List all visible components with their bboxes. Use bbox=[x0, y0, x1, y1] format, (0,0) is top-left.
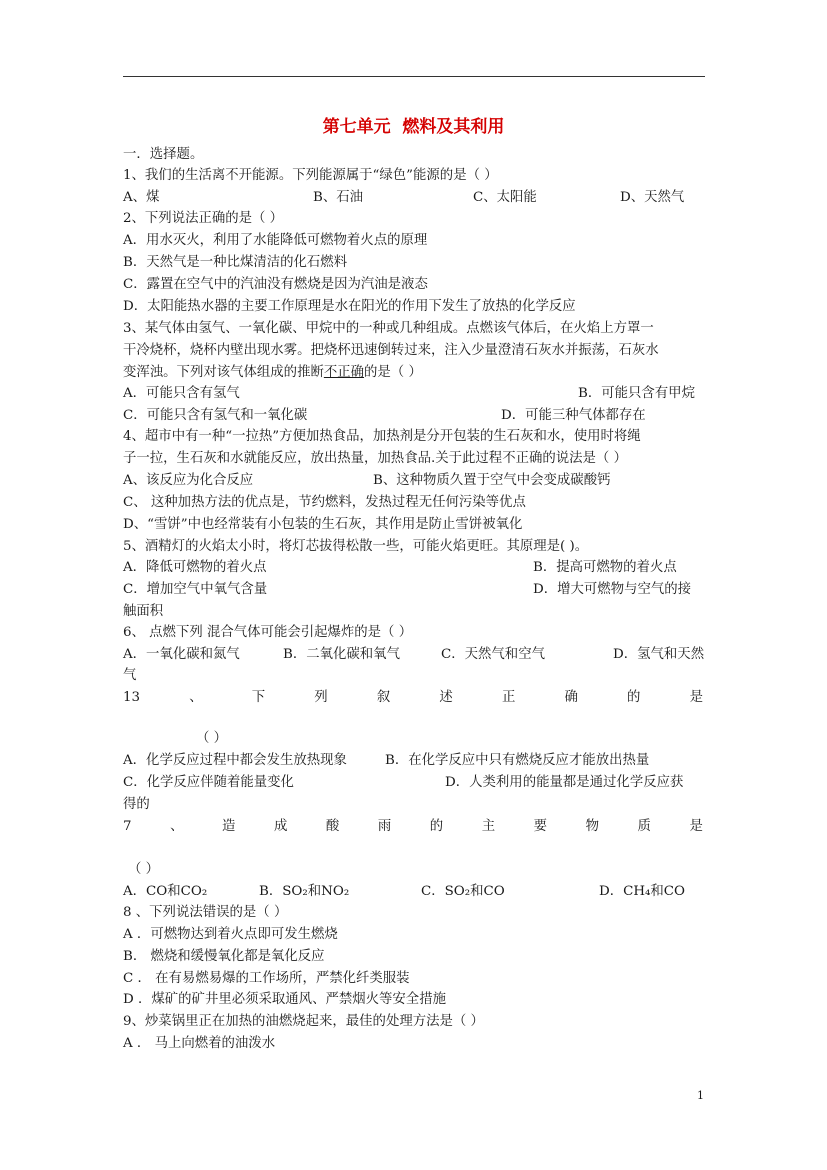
question-2-option-d: D．太阳能热水器的主要工作原理是水在阳光的作用下发生了放热的化学反应 bbox=[123, 299, 576, 314]
q7-char: 是 bbox=[689, 819, 703, 834]
q7-char: 的 bbox=[429, 819, 444, 834]
q13-char: 述 bbox=[439, 690, 453, 705]
q13-char: 、 bbox=[189, 690, 203, 705]
option-b: B．在化学反应中只有燃烧反应才能放出热量 bbox=[385, 753, 650, 768]
question-3-line-1: 3、某气体由氢气、一氧化碳、甲烷中的一种或几种组成。点燃该气体后，在火焰上方罩一 bbox=[123, 321, 654, 336]
option-d: D．增大可燃物与空气的接 bbox=[533, 582, 692, 597]
q3-text-b: 的是（ ） bbox=[364, 365, 422, 380]
option-a: A．化学反应过程中都会发生放热现象 bbox=[123, 753, 347, 768]
page-title: 第七单元 燃料及其利用 bbox=[322, 117, 505, 137]
option-a: A．可能只含有氢气 bbox=[123, 386, 240, 401]
option-d: D、天然气 bbox=[620, 190, 685, 205]
q3-underlined-text: 不正确 bbox=[323, 365, 365, 380]
option-a: A．降低可燃物的着火点 bbox=[123, 560, 267, 575]
q7-char: 要 bbox=[533, 819, 548, 834]
question-9-option-a: A ． 马上向燃着的油泼水 bbox=[123, 1036, 276, 1051]
option-a: A．一氧化碳和氮气 bbox=[123, 647, 240, 662]
option-d: D．CH₄和CO bbox=[599, 884, 686, 899]
option-c: C．增加空气中氧气含量 bbox=[123, 582, 268, 597]
q13-char: 确 bbox=[564, 690, 578, 705]
option-b: B、这种物质久置于空气中会变成碳酸钙 bbox=[373, 473, 611, 488]
question-2-option-a: A．用水灭火，利用了水能降低可燃物着火点的原理 bbox=[123, 233, 428, 248]
q7-char: 、 bbox=[170, 819, 184, 834]
question-5: 5、酒精灯的火焰太小时，将灯芯拔得松散一些，可能火焰更旺。其原理是( )。 bbox=[123, 539, 589, 554]
option-d: D．氢气和天然 bbox=[613, 647, 705, 662]
option-c: C．SO₂和CO bbox=[421, 884, 505, 899]
q7-char: 7 bbox=[123, 819, 132, 834]
option-a: A．CO和CO₂ bbox=[123, 884, 208, 899]
question-8-option-d: D ．煤矿的矿井里必须采取通风、严禁烟火等安全措施 bbox=[123, 992, 446, 1007]
question-9: 9、炒菜锅里正在加热的油燃烧起来，最佳的处理方法是（ ） bbox=[123, 1014, 484, 1029]
option-b: B．二氧化碳和氧气 bbox=[283, 647, 400, 662]
q13-char: 列 bbox=[314, 690, 328, 705]
option-b: B．提高可燃物的着火点 bbox=[533, 560, 677, 575]
option-a: A、煤 bbox=[123, 190, 160, 205]
question-2-option-c: C．露置在空气中的汽油没有燃烧是因为汽油是液态 bbox=[123, 277, 428, 292]
q13-char: 13 bbox=[123, 690, 141, 705]
q13-char: 的 bbox=[627, 690, 641, 705]
option-b: B、石油 bbox=[313, 190, 364, 205]
q13-char: 是 bbox=[689, 690, 703, 705]
option-c: C．可能只含有氢气和一氧化碳 bbox=[123, 408, 308, 423]
question-4-option-c: C、 这种加热方法的优点是，节约燃料，发热过程无任何污染等优点 bbox=[123, 495, 526, 510]
question-7 bbox=[123, 818, 703, 836]
option-d: D．人类利用的能量都是通过化学反应获 bbox=[445, 775, 684, 790]
q7-char: 成 bbox=[273, 819, 288, 834]
option-d: D．可能三种气体都存在 bbox=[501, 408, 646, 423]
q7-char: 主 bbox=[481, 819, 496, 834]
question-8-option-c: C ． 在有易燃易爆的工作场所，严禁化纤类服装 bbox=[123, 971, 410, 986]
question-2: 2、下列说法正确的是（ ） bbox=[123, 211, 284, 226]
q7-char: 酸 bbox=[325, 819, 340, 834]
q13-char: 正 bbox=[501, 690, 516, 705]
question-8-option-a: A ．可燃物达到着火点即可发生燃烧 bbox=[123, 927, 338, 942]
question-2-option-b: B．天然气是一种比煤清洁的化石燃料 bbox=[123, 255, 348, 270]
question-6-option-d-continued: 气 bbox=[123, 668, 137, 683]
question-4-line-1: 4、超市中有一种“一拉热”方便加热食品，加热剂是分开包装的生石灰和水，使用时将绳 bbox=[123, 429, 641, 444]
question-6: 6、 点燃下列 混合气体可能会引起爆炸的是（ ） bbox=[123, 625, 413, 640]
option-c: C．天然气和空气 bbox=[441, 647, 545, 662]
question-13 bbox=[123, 689, 703, 707]
question-13-parens: （ ） bbox=[196, 731, 228, 746]
question-3-line-2: 干冷烧杯，烧杯内壁出现水雾。把烧杯迅速倒转过来，注入少量澄清石灰水并振荡，石灰水 bbox=[123, 343, 659, 358]
question-5-option-d-continued: 触面积 bbox=[123, 604, 164, 619]
header-rule bbox=[123, 76, 705, 77]
q3-text-a: 变浑浊。下列对该气体组成的推断 bbox=[123, 365, 324, 380]
question-8-option-b: B． 燃烧和缓慢氧化都是氧化反应 bbox=[123, 949, 325, 964]
question-1: 1、我们的生活离不开能源。下列能源属于“绿色”能源的是（ ） bbox=[123, 168, 498, 183]
question-3-line-3 bbox=[123, 364, 422, 382]
question-7-parens: （ ） bbox=[128, 862, 160, 877]
section-heading: 一．选择题。 bbox=[123, 147, 204, 162]
option-a: A、该反应为化合反应 bbox=[123, 473, 254, 488]
option-c: C．化学反应伴随着能量变化 bbox=[123, 775, 294, 790]
q7-char: 物 bbox=[585, 819, 599, 834]
option-b: B．SO₂和NO₂ bbox=[259, 884, 350, 899]
q7-char: 造 bbox=[222, 819, 236, 834]
q7-char: 质 bbox=[637, 819, 651, 834]
q7-char: 雨 bbox=[377, 819, 392, 834]
q13-char: 下 bbox=[251, 690, 266, 705]
question-8: 8 、下列说法错误的是（ ） bbox=[123, 905, 288, 920]
question-4-line-2: 子一拉，生石灰和水就能反应，放出热量，加热食品.关于此过程不正确的说法是（ ） bbox=[123, 451, 627, 466]
q13-char: 叙 bbox=[376, 690, 391, 705]
option-b: B．可能只含有甲烷 bbox=[578, 386, 695, 401]
question-13-option-d-continued: 得的 bbox=[123, 797, 150, 812]
page-number: 1 bbox=[697, 1089, 704, 1102]
option-c: C、太阳能 bbox=[473, 190, 537, 205]
question-4-option-d: D、“雪饼”中也经常装有小包装的生石灰，其作用是防止雪饼被氧化 bbox=[123, 517, 523, 532]
